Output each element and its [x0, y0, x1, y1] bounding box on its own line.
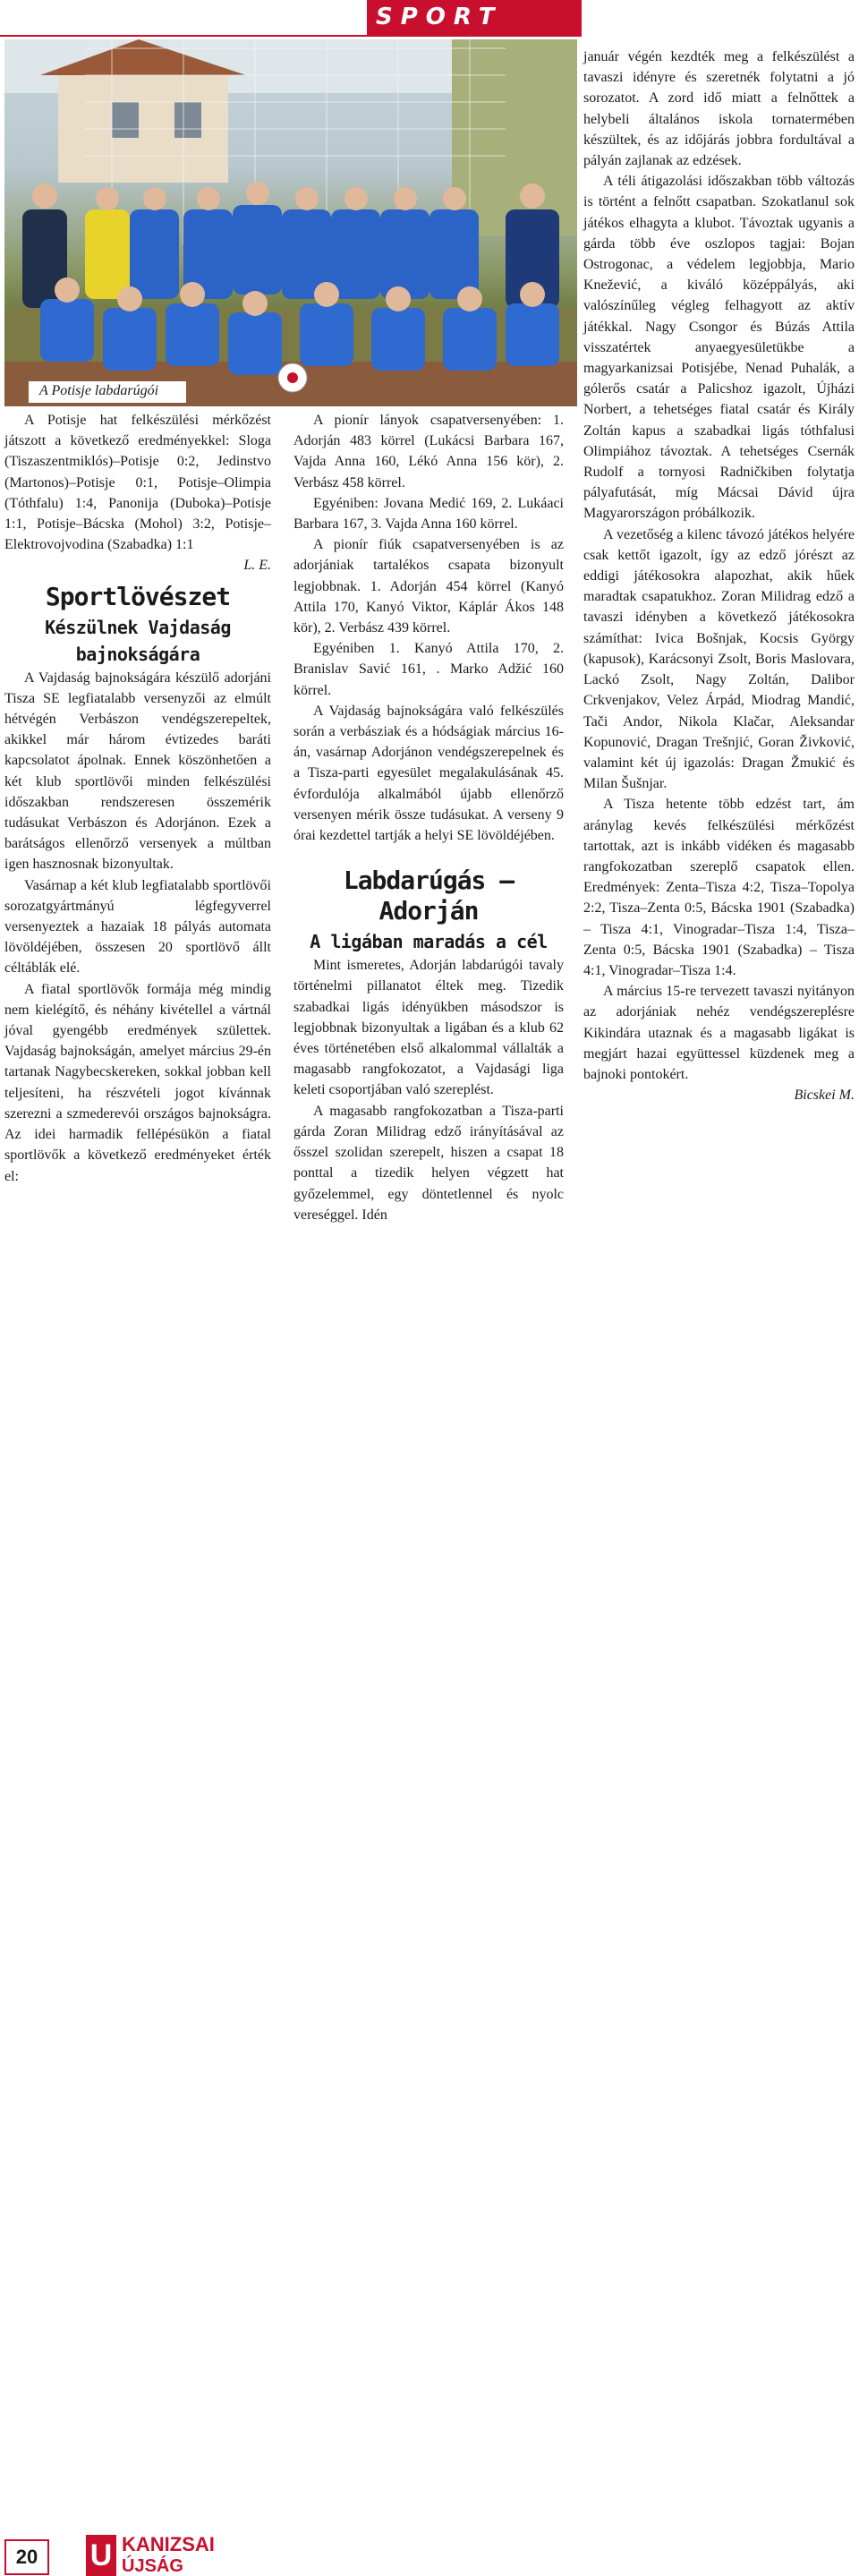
column-left	[4, 410, 271, 1187]
publication-logo	[86, 2535, 220, 2576]
paragraph: A fiatal sportlövők formája még mindig nem kielégítő, és néhány kivétellel a vártnál jóval gyengébb eredmények születtek. Vajdaság bajnokságán, amelyet március 29-én tartanak Nagybecskereken, sokkal jobban kell teljesíteni, ha részvételi jogot kívánnak szerezni a szmederevói országos bajnokságra. Az idei harmadik fellépésükön a fiatal sportlövők a következő eredményeket érték el:	[4, 981, 271, 1184]
paragraph: A Vajdaság bajnokságára készülő adorjáni Tisza SE legfiatalabb versenyzői az elmúlt hétvégén Verbászon vendégszerepeltek, akikkel már három évtizedes baráti kapcsolatot ápolnak. Ennek köszönhetően a két klub sportlövői minden felkészülési időszakban rendszeresen összemérik tudásukat Verbászon és Adorjánon. Ezek a barátságos ellenőrző versenyek a múltban igen hasznosnak bizonyultak.	[4, 670, 271, 873]
paragraph: A március 15-re tervezett tavaszi nyitányon az adorjániak nehéz vendégszereplésre Kikindára utaznak és a magasabb ligákat is megjárt hazai együttessel küzdenek meg a bajnoki pontokért.	[583, 984, 855, 1082]
paragraph: A Tisza hetente több edzést tart, ám aránylag kevés felkészülési mérkőzést tartottak, azt is inkább vidéken és magasabb rangfokozatban szereplő csapatok ellen. Eredmények: Zenta–Tisza 4:2, Tisza–Topolya 2:2, Tisza–Zenta 0:5, Bácska 1901 (Szabadka) – Tisza 4:1, Vinogradar–Tisza 1:4, Tisza– Zenta 0:5, Bácska 1901 (Szabadka) – Tisza 4:1, Vinogradar–Tisza 1:4.	[583, 797, 855, 978]
section-title: SPORT	[376, 4, 503, 30]
column-right	[583, 47, 855, 1105]
paragraph: A vezetőség a kilenc távozó játékos helyére csak kettőt igazolt, így az edző jórészt az eddigi játékosokra alapozhat, akik hűek maradtak csapatukhoz. Zoran Milidrag edző a tavaszi idényben a következő játékosokra számíthat: Ivica Bošnjak, Kocsis György (kapusok), Karácsonyi Zsolt, Boris Maslovara, Lackó Zsolt, Nagy Zoltán, Dalibor Crkvenjakov, Velez Árpád, Miodrag Mandić, Tači Andor, Nikola Klačar, Aleksandar Kopunović, Dragan Trešnjić, Goran Živković, valamint két új igazolás: Dragan Žmukić és Milan Šušnjar.	[583, 526, 855, 792]
photo-caption: A Potisje labdarúgói	[39, 383, 159, 398]
author-signature: Bicskei M.	[794, 1088, 855, 1104]
paragraph: A téli átigazolási időszakban több változás is történt a felnőtt csapatban. Szokatlanul sok játékos elhagyta a klubot. Távoztak ugyanis a gárda több éve oszlopos tagjai: Bojan Ostrogonac, a védelem legjobbja, Mario Knežević, a kiváló középpályás, aki valószínűleg végleg felhagyott az aktív játékkal. Nagy Csongor és Búzás Attila visszatértek anyaegyesületükbe a magyarkanizsai Potisjébe, Nenad Puhalák, a gólerős csatár a Palicshoz igazolt, Újházi Norbert, a tehetséges fiatal csatár és Király Zoltán kapus a szabadkai ligás tóthfalusi Olimpiához távoztak. A tehetséges Csernák Rudolf a tornyosi Radničkiben folytatja pályafutását, míg Mácsai Dávid újra Magyarországon próbálkozik.	[583, 174, 855, 522]
paragraph: január végén kezdték meg a felkészülést a tavaszi idényre és szeretnék folytatni a jó sorozatot. A zord idő miatt a felnőttek a helybeli általános iskola tornatermében készültek, és az időjárás jobbra fordultával a pályán zajlanak az edzések.	[583, 49, 855, 169]
article-heading-shooting: Sportlövészet	[45, 581, 231, 611]
logo-line-1: KANIZSAI	[122, 2533, 215, 2555]
paragraph: Egyéniben 1. Kanyó Attila 170, 2. Branislav Savić 161, . Marko Adžić 160 körrel.	[293, 641, 564, 698]
article-subheading-shooting: Készülnek Vajdaság bajnokságára	[45, 616, 231, 665]
page-number: 20	[4, 2539, 49, 2575]
article-heading-football: Labdarúgás – Adorján	[343, 866, 515, 926]
column-middle	[293, 410, 564, 1225]
author-signature: L. E.	[243, 558, 271, 574]
paragraph: A Vajdaság bajnokságára való felkészülés során a verbásziak és a hódságiak március 16-án, vasárnap Adorjánon vendégszerepelnek és a Tisza-parti egyesület megalakulásának 45. évfordulója alkalmából újabb ellenőrző versenyen mérik össze tudásukat. A verseny 9 órai kezdettel tartják a helyi SE lövöldéjében.	[293, 703, 564, 844]
paragraph: A magasabb rangfokozatban a Tisza-parti gárda Zoran Milidrag edző irányításával az ősszel szolidan szerepelt, hiszen a csapat 18 ponttal a tizedik helyen végzett hat győzelemmel, egy döntetlennel és nyolc vereséggel. Idén	[293, 1103, 564, 1223]
potisje-results: A Potisje hat felkészülési mérkőzést játszott a következő eredményekkel: Sloga (Tiszaszentmiklós)–Potisje 0:2, Jedinstvo (Martonos)–Potisje 0:1, Potisje–Olimpia (Tóthfalu) 1:4, Panonija (Duboka)–Potisje 1:1, Potisje–Bácska (Mohol) 3:2, Potisje–Elektrovojvodina (Szabadka) 1:1	[4, 413, 271, 553]
paragraph: Egyéniben: Jovana Medić 169, 2. Lukáaci Barbara 167, 3. Vajda Anna 160 körrel.	[293, 495, 564, 533]
team-photo	[4, 39, 577, 406]
page-header	[0, 0, 859, 36]
paragraph: Mint ismeretes, Adorján labdarúgói tavaly történelmi pillanatot éltek meg. Tizedik szabadkai ligás idényükben másodszor is legjobbnak bizonyultak a ligában és a klub 62 éves történetében első alkalommal vállalták a magasabb rangfokozatot, a Vajdasági liga keleti csoportjában való szereplést.	[293, 958, 564, 1098]
paragraph: A pionír fiúk csapatversenyében is az adorjániak tartalékos csapata bizonyult legjobbnak. 1. Adorján 454 körrel (Kanyó Attila 170, Kanyó Viktor, Káplár Ákos 148 kör), 2. Verbász 439 körrel.	[293, 537, 564, 636]
article-subheading-football: A ligában maradás a cél	[310, 931, 548, 953]
logo-line-2: ÚJSÁG	[122, 2556, 183, 2576]
page-footer	[0, 1257, 859, 2576]
paragraph: Vasárnap a két klub legfiatalabb sportlövői sorozatgyártmányú légfegyverrel versenyeztek a hazaiak 18 pályás automata lövöldéjében, összesen 20 sportlövő állt céltáblák elé.	[4, 877, 271, 977]
team-photo-illustration	[4, 39, 577, 406]
paragraph: A pionír lányok csapatversenyében: 1. Adorján 483 körrel (Lukácsi Barbara 167, Vajda Anna 160, Lékó Anna 156 kör), 2. Verbász 458 körrel.	[293, 413, 564, 490]
logo-mark: U	[86, 2535, 116, 2576]
